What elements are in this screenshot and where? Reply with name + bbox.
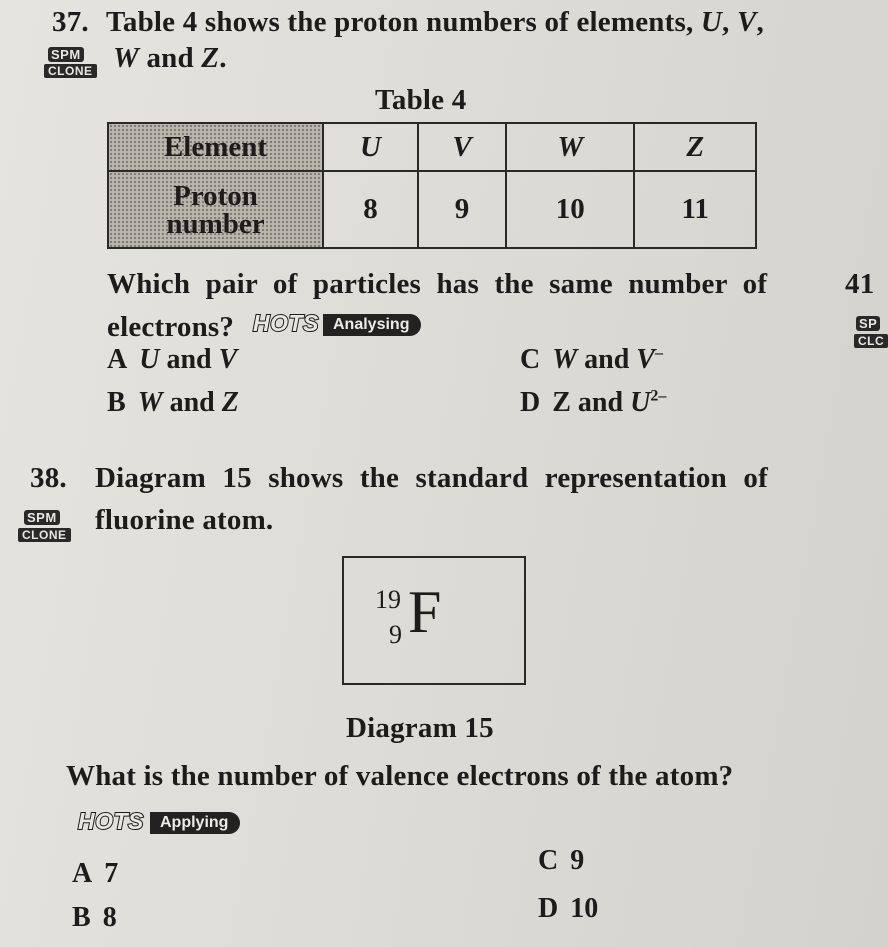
cell-element-z: Z <box>634 123 756 171</box>
q38-line1: Diagram 15 shows the standard representation of <box>95 462 768 494</box>
q38-question: What is the number of valence electrons of the atom? <box>66 760 734 792</box>
option-c-charge: – <box>654 344 663 362</box>
option-c-and: and <box>584 344 630 375</box>
option-b <box>107 387 239 419</box>
option-d-p1: Z <box>552 387 571 418</box>
next-column-spm: SP <box>856 316 880 331</box>
option-d-and: and <box>577 387 624 418</box>
q38-option-c-value: 9 <box>570 845 585 876</box>
q37-line2: W and Z. <box>113 42 227 74</box>
hots-logo-q38: HOTS <box>78 808 144 834</box>
proton-number-table <box>107 122 757 249</box>
q38-option-d-value: 10 <box>570 893 599 924</box>
element-symbol: F <box>408 579 442 645</box>
option-a-p1: U <box>139 344 160 375</box>
q38-option-a <box>72 858 118 890</box>
option-c-letter: C <box>520 344 541 375</box>
q38-line2: fluorine atom. <box>95 504 274 536</box>
option-d <box>520 387 666 419</box>
hots-logo: HOTS <box>253 310 319 336</box>
option-a <box>107 344 237 376</box>
option-c-p2: V <box>636 344 655 375</box>
cell-element-v: V <box>418 123 506 171</box>
option-a-and: and <box>166 344 212 375</box>
cell-proton-u: 8 <box>323 171 418 248</box>
clone-badge-q38: CLONE <box>18 528 71 542</box>
header-proton-line1: Proton <box>173 179 258 212</box>
option-b-p1: W <box>137 387 163 418</box>
q38-option-b-letter: B <box>72 902 91 933</box>
option-b-letter: B <box>107 387 126 418</box>
q37-question-line1: Which pair of particles has the same number of <box>107 268 768 300</box>
q38-option-a-letter: A <box>72 858 93 889</box>
option-a-letter: A <box>107 344 128 375</box>
option-a-p2: V <box>218 344 238 375</box>
option-b-and: and <box>169 387 215 418</box>
q37-line1: Table 4 shows the proton numbers of elements, U, V, <box>106 6 764 38</box>
cell-element-w: W <box>506 123 634 171</box>
option-d-letter: D <box>520 387 541 418</box>
spm-badge: SPM <box>48 47 84 62</box>
q38-number: 38. <box>30 462 67 494</box>
option-c <box>520 344 663 376</box>
hots-skill-tag: Analysing <box>323 314 421 336</box>
table-header-element: Element <box>108 123 323 171</box>
hots-skill-tag-q38: Applying <box>150 812 240 834</box>
cell-element-u: U <box>323 123 418 171</box>
q38-option-c-letter: C <box>538 845 559 876</box>
nucleon-number: 19 <box>375 585 401 614</box>
option-c-p1: W <box>552 344 578 375</box>
option-d-p2: U <box>630 387 651 418</box>
table-caption: Table 4 <box>375 84 467 116</box>
q37-number: 37. <box>52 6 89 38</box>
cell-proton-z: 11 <box>634 171 756 248</box>
spm-badge-q38: SPM <box>24 510 60 525</box>
header-proton-line2: number <box>166 207 265 240</box>
table-header-proton-number <box>108 171 323 248</box>
cell-proton-w: 10 <box>506 171 634 248</box>
q38-option-d-letter: D <box>538 893 559 924</box>
option-d-charge: 2– <box>650 387 667 405</box>
option-b-p2: Z <box>221 387 239 418</box>
q38-option-b <box>72 902 117 934</box>
proton-number: 9 <box>389 620 402 649</box>
q38-option-d <box>538 893 598 925</box>
cell-proton-v: 9 <box>418 171 506 248</box>
next-column-number: 41 <box>845 268 875 300</box>
q38-option-c <box>538 845 584 877</box>
clone-badge: CLONE <box>44 64 97 78</box>
diagram-caption: Diagram 15 <box>346 712 494 744</box>
q38-option-b-value: 8 <box>102 902 117 933</box>
next-column-clone: CLC <box>854 334 888 348</box>
q38-option-a-value: 7 <box>104 858 119 889</box>
q37-question-line2: electrons? <box>107 311 235 343</box>
